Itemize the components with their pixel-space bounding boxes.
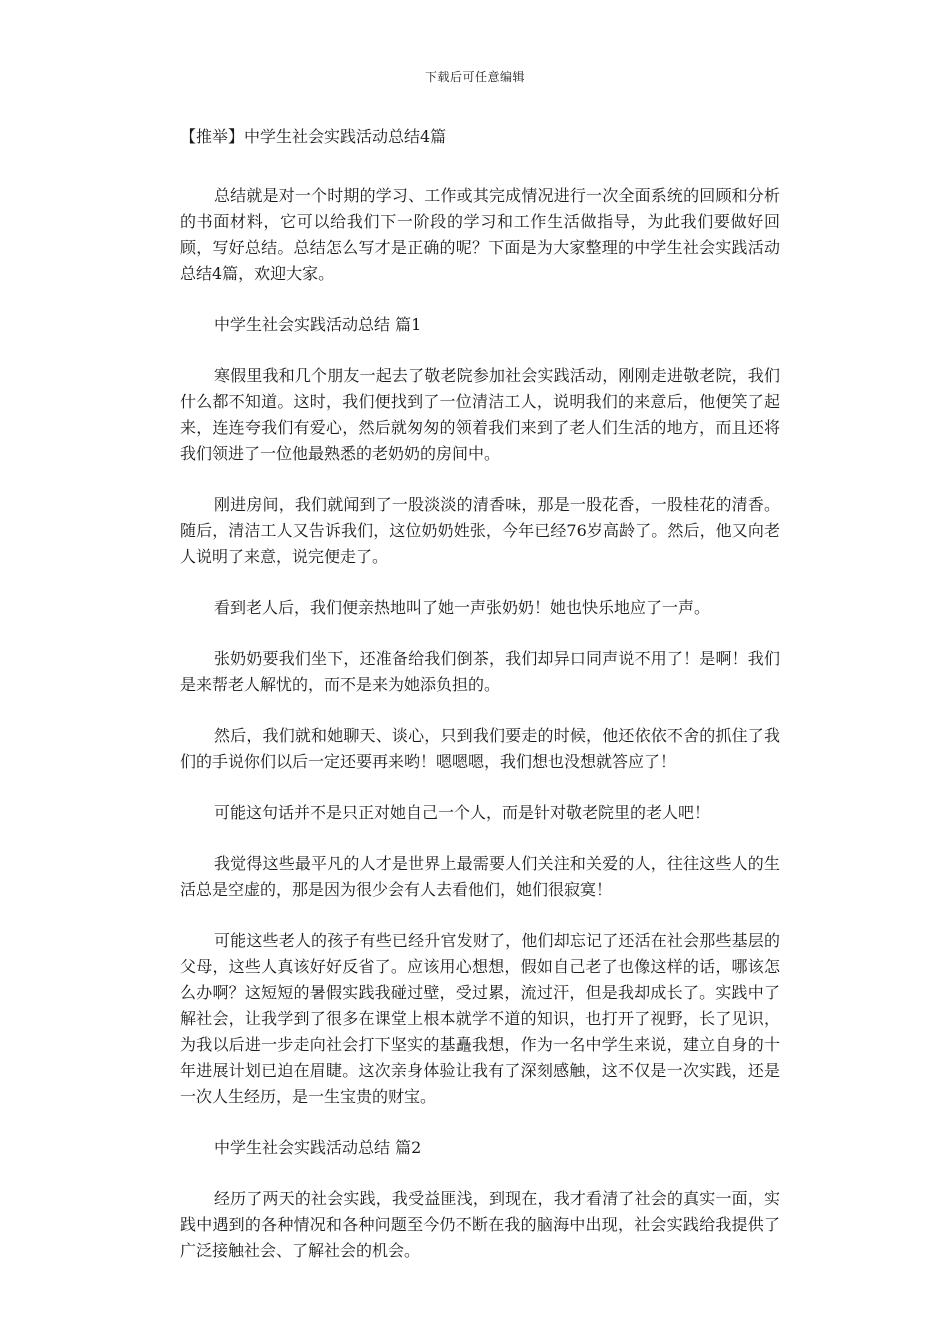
section-1-paragraph-5: 然后，我们就和她聊天、谈心，只到我们要走的时候，他还依依不舍的抓住了我们的手说你们以后一定还要再来哟！嗯嗯嗯，我们想也没想就答应了！ (180, 726, 780, 771)
download-note: 下载后可任意编辑 (424, 70, 525, 84)
section-2-paragraph-1: 经历了两天的社会实践，我受益匪浅，到现在，我才看清了社会的真实一面，实践中遇到的各种情况和各种问题至今仍不断在我的脑海中出现，社会实践给我提供了广泛接触社会、了解社会的机会。 (180, 1189, 780, 1260)
section-heading-2: 中学生社会实践活动总结 篇2 (214, 1138, 422, 1157)
section-1-paragraph-4: 张奶奶要我们坐下，还准备给我们倒茶，我们却异口同声说不用了！是啊！我们是来帮老人解忧的，而不是来为她添负担的。 (180, 649, 780, 694)
section-1-paragraph-3: 看到老人后，我们便亲热地叫了她一声张奶奶！她也快乐地应了一声。 (214, 598, 711, 617)
section-1-paragraph-2: 刚进房间，我们就闻到了一股淡淡的清香味，那是一股花香，一股桂花的清香。随后，清洁工人又告诉我们，这位奶奶姓张，今年已经76岁高龄了。然后，他又向老人说明了来意，说完便走了。 (180, 495, 780, 566)
document-body (180, 124, 780, 1289)
section-1-paragraph-7: 我觉得这些最平凡的人才是世界上最需要人们关注和关爱的人，往往这些人的生活总是空虚的，那是因为很少会有人去看他们，她们很寂寞！ (180, 854, 780, 899)
section-1-paragraph-1: 寒假里我和几个朋友一起去了敬老院参加社会实践活动，刚刚走进敬老院，我们什么都不知道。这时，我们便找到了一位清洁工人，说明我们的来意后，他便笑了起来，连连夸我们有爱心，然后就匆匆的领着我们来到了老人们生活的地方，而且还将我们领进了一位他最熟悉的老奶奶的房间中。 (180, 366, 780, 463)
section-heading-1: 中学生社会实践活动总结 篇1 (214, 315, 422, 334)
document-title: 【推举】中学生社会实践活动总结4篇 (180, 127, 447, 146)
intro-paragraph: 总结就是对一个时期的学习、工作或其完成情况进行一次全面系统的回顾和分析的书面材料，它可以给我们下一阶段的学习和工作生活做指导，为此我们要做好回顾，写好总结。总结怎么写才是正确的呢？下面是为大家整理的中学生社会实践活动总结4篇，欢迎大家。 (180, 186, 780, 283)
section-1-paragraph-8: 可能这些老人的孩子有些已经升官发财了，他们却忘记了还活在社会那些基层的父母，这些人真该好好反省了。应该用心想想，假如自己老了也像这样的话，哪该怎么办啊？这短短的暑假实践我碰过壁，受过累，流过汗，但是我却成长了。实践中了解社会，让我学到了很多在课堂上根本就学不道的知识，也打开了视野，长了见识，为我以后进一步走向社会打下坚实的基矗我想，作为一名中学生来说，建立自身的十年进展计划已迫在眉睫。这次亲身体验让我有了深刻感触，这不仅是一次实践，还是一次人生经历，是一生宝贵的财宝。 (180, 931, 780, 1106)
section-1-paragraph-6: 可能这句话并不是只正对她自己一个人，而是针对敬老院里的老人吧！ (214, 803, 711, 822)
